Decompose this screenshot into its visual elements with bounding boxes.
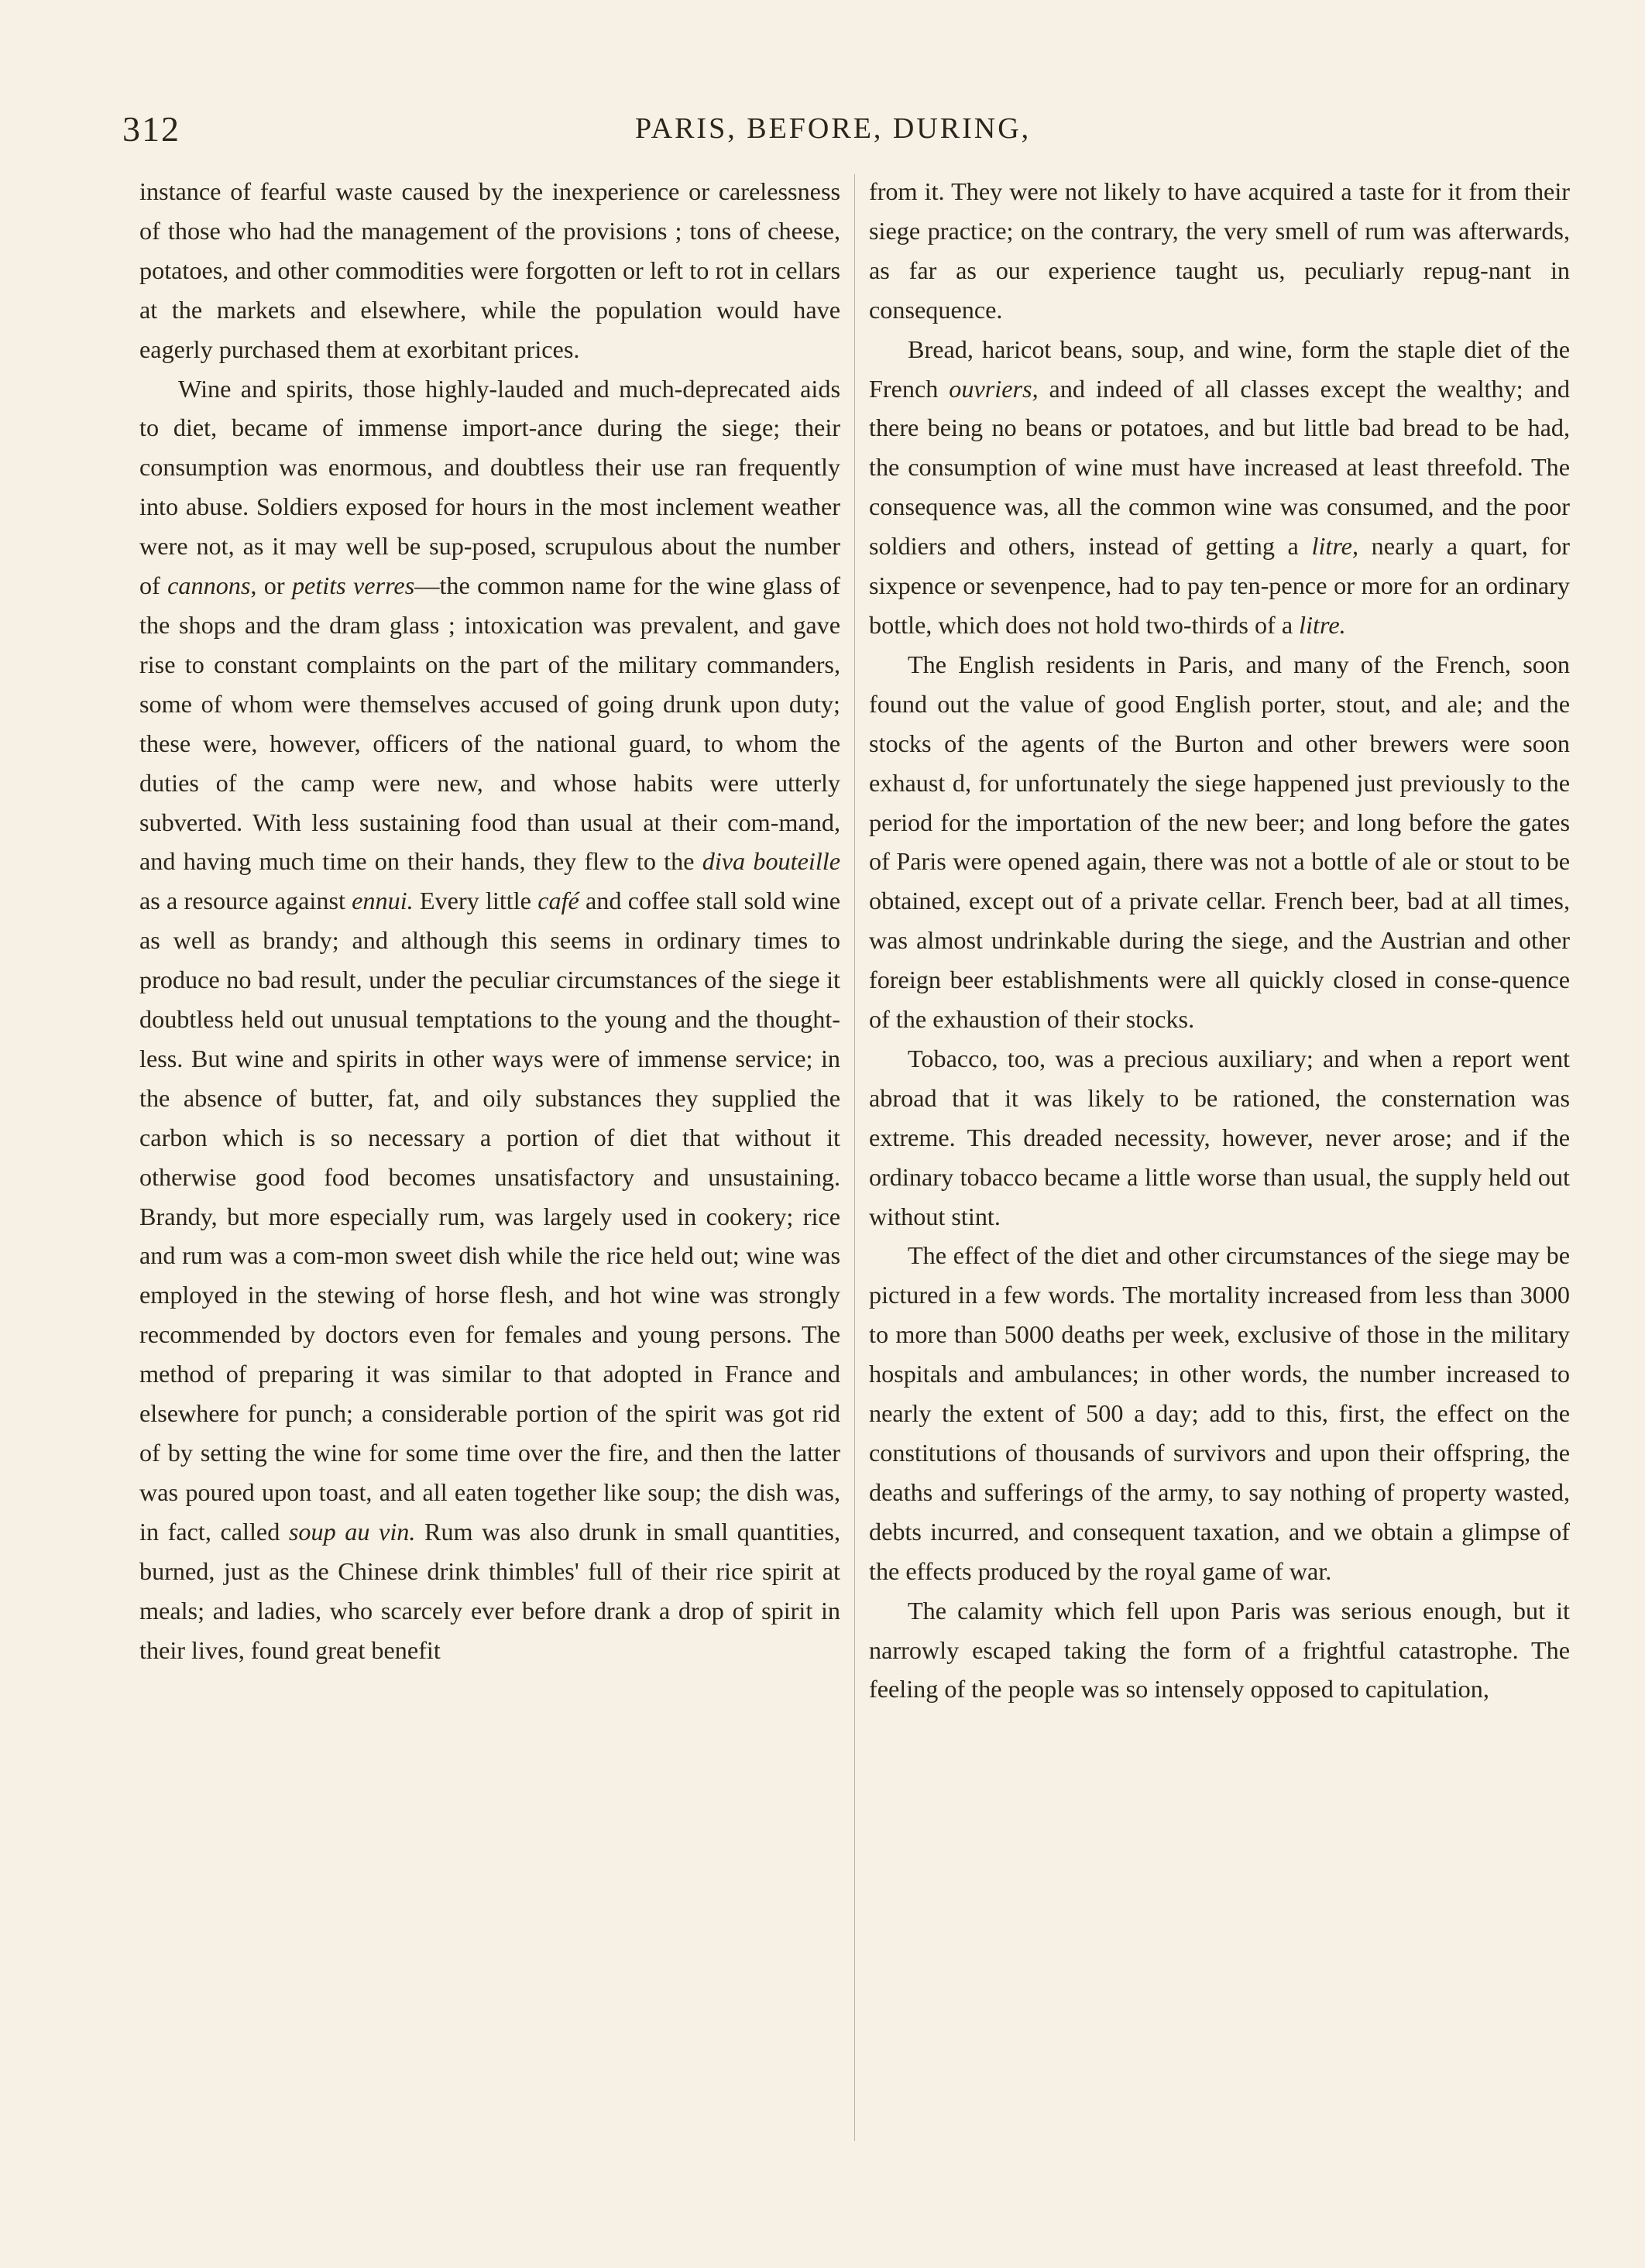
paragraph: Wine and spirits, those highly-lauded and much-deprecated aids to diet, became of immense import-ance during the siege; their consumption was enormous, and doubtless their use ran frequently into abuse. Soldiers exposed for hours in the most inclement weather were not, as it may well be sup-posed, scrupulous about the number of cannons, or petits verres—the common name for the wine glass of the shops and the dram glass ; intoxication was prevalent, and gave rise to constant complaints on the part of the military commanders, some of whom were themselves accused of going drunk upon duty; these were, however, officers of the national guard, to whom the duties of the camp were new, and whose habits were utterly subverted. With less sustaining food than usual at their com-mand, and having much time on their hands, they flew to the diva bouteille as a resource against ennui. Every little café and coffee stall sold wine as well as brandy; and although this seems in ordinary times to produce no bad result, under the peculiar circumstances of the siege it doubtless held out unusual temptations to the young and the thought-less. But wine and spirits in other ways were of immense service; in the absence of butter, fat, and oily substances they supplied the carbon which is so necessary a portion of diet that without it otherwise good food becomes unsatisfactory and unsustaining. Brandy, but more especially rum, was largely used in cookery; rice and rum was a com-mon sweet dish while the rice held out; wine was employed in the stewing of horse flesh, and hot wine was strongly recommended by doctors even for females and young persons. The method of preparing it was similar to that adopted in France and elsewhere for punch; a considerable portion of the spirit was got rid of by setting the wine for some time over the fire, and then the latter was poured upon toast, and all eaten together like soup; the dish was, in fact, called soup au vin. Rum was also drunk in small quantities, burned, just as the Chinese drink thimbles' full of their rice spirit at meals; and ladies, who scarcely ever before drank a drop of spirit in their lives, found great benefit <box>139 374 840 1664</box>
paragraph: The effect of the diet and other circumstances of the siege may be pictured in a few words. The mortality increased from less than 3000 to more than 5000 deaths per week, exclusive of those in the military hospitals and ambulances; in other words, the number increased to nearly the extent of 500 a day; add to this, first, the effect on the constitutions of thousands of survivors and upon their offspring, the deaths and sufferings of the army, to say nothing of property wasted, debts incurred, and consequent taxation, and we obtain a glimpse of the effects produced by the royal game of war. <box>869 1241 1570 1585</box>
left-column <box>139 172 840 1669</box>
right-column <box>869 172 1570 1709</box>
column-divider <box>854 174 855 2141</box>
paragraph: The calamity which fell upon Paris was serious enough, but it narrowly escaped taking the form of a frightful catastrophe. The feeling of the people was so intensely opposed to capitulation, <box>869 1596 1570 1704</box>
paragraph: Bread, haricot beans, soup, and wine, form the staple diet of the French ouvriers, and indeed of all classes except the wealthy; and there being no beans or potatoes, and but little bad bread to be had, the consumption of wine must have increased at least threefold. The consequence was, all the common wine was consumed, and the poor soldiers and others, instead of getting a litre, nearly a quart, for sixpence or sevenpence, had to pay ten-pence or more for an ordinary bottle, which does not hold two-thirds of a litre. <box>869 335 1571 639</box>
page-header <box>0 108 1645 155</box>
paragraph: Tobacco, too, was a precious auxiliary; and when a report went abroad that it was likely to be rationed, the consternation was extreme. This dreaded necessity, however, never arose; and if the ordinary tobacco became a little worse than usual, the supply held out without stint. <box>869 1044 1570 1230</box>
running-head: PARIS, BEFORE, DURING, <box>635 112 1032 145</box>
paragraph: from it. They were not likely to have acquired a taste for it from their siege practice; on the contrary, the very smell of rum was afterwards, as far as our experience taught us, peculiarly repug-nant in consequence. <box>869 177 1570 324</box>
paragraph: The English residents in Paris, and many of the French, soon found out the value of good English porter, stout, and ale; and the stocks of the agents of the Burton and other brewers were soon exhaust d, for unfortunately the siege happened just previously to the period for the importation of the new beer; and long before the gates of Paris were opened again, there was not a bottle of ale or stout to be obtained, except out of a private cellar. French beer, bad at all times, was almost undrinkable during the siege, and the Austrian and other foreign beer establishments were all quickly closed in conse-quence of the exhaustion of their stocks. <box>869 650 1570 1034</box>
paragraph: instance of fearful waste caused by the inexperience or carelessness of those who had the management of the provisions ; tons of cheese, potatoes, and other commodities were forgotten or left to rot in cellars at the markets and elsewhere, while the population would have eagerly purchased them at exorbitant prices. <box>139 177 840 363</box>
page-number: 312 <box>122 109 180 149</box>
